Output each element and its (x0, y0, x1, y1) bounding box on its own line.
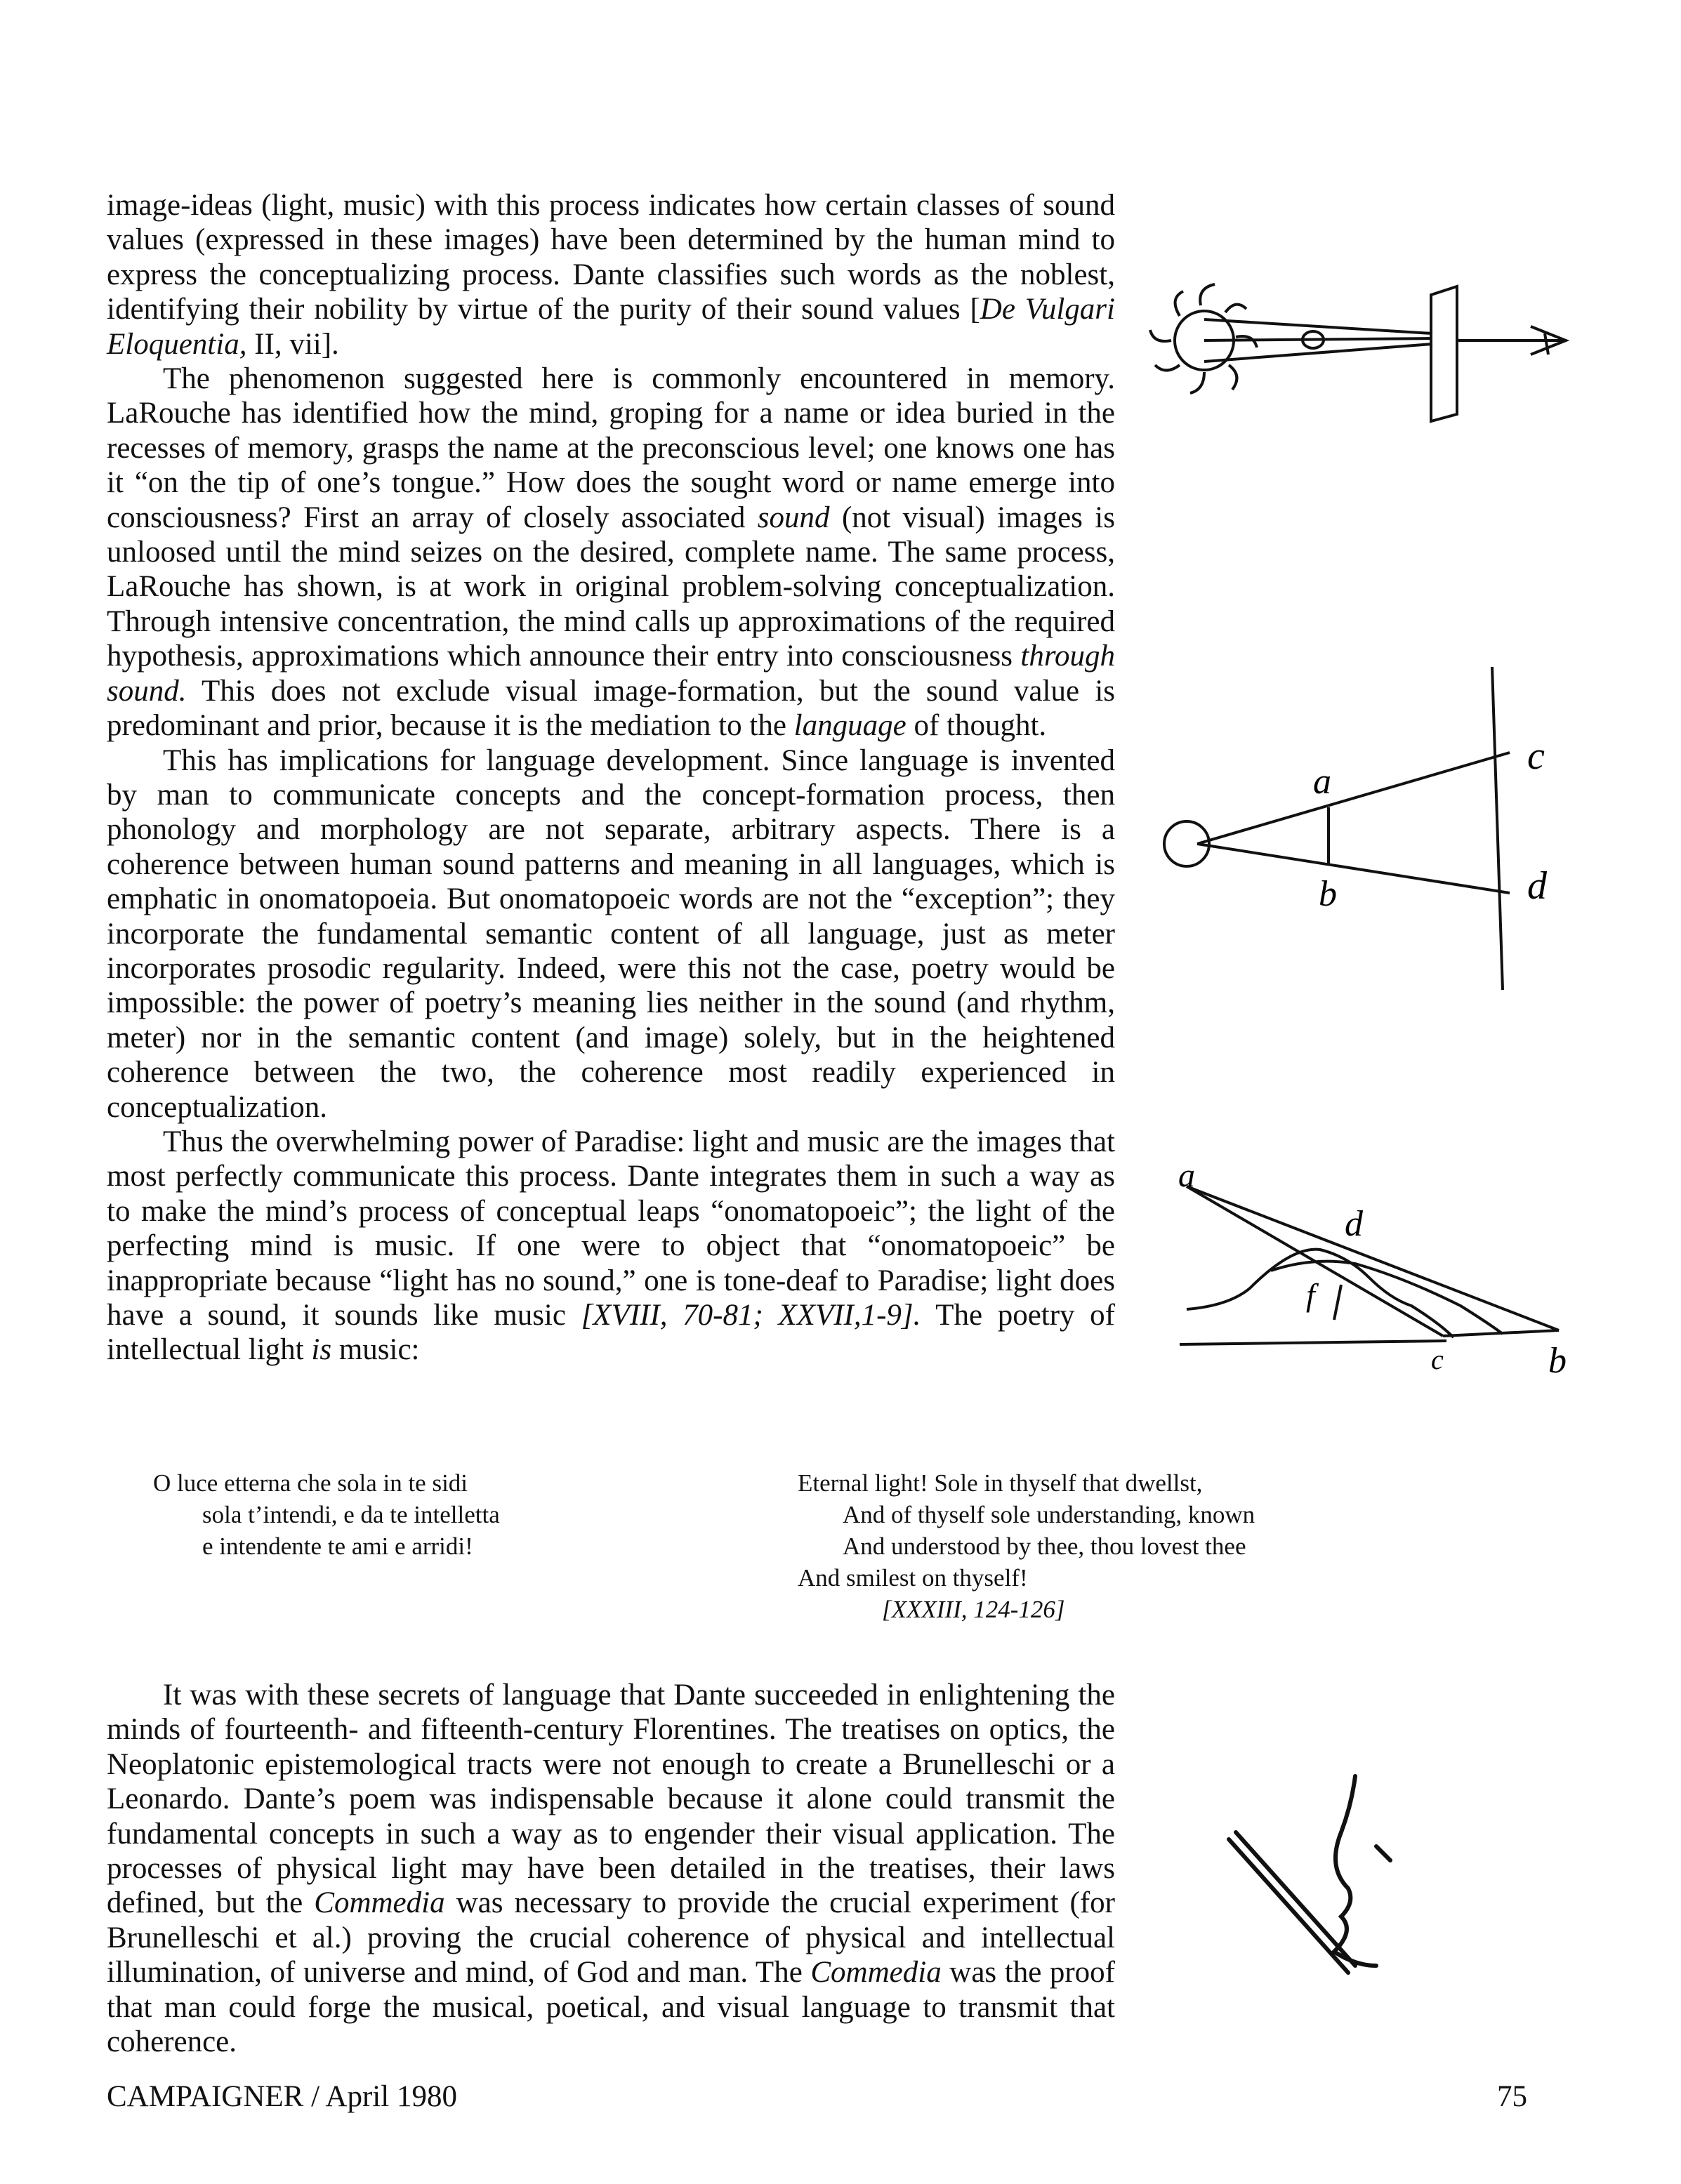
label-c: c (1527, 734, 1545, 778)
p4-text-a: Thus the overwhelming power of Paradise: light and music are the images that most perfectly communicate this process. Dante integrates them in such a way as to make the mind’s process of conceptual leaps “onomatopoeic”; the light of the perfecting mind is music. If one were to object that “onomatopoeic” be inappropriate because “light has no sound,” one is tone-deaf to Paradise; light does have a sound, it sounds like music (107, 1125, 1115, 1332)
label-b: b (1548, 1341, 1567, 1381)
label-c: c (1431, 1344, 1444, 1375)
p2-text-a: The phenomenon suggested here is commonly encountered in memory. LaRouche has identified how the mind, groping for a name or idea buried in the recesses of memory, grasps the name at the preconscious level; one knows one has it “on the tip of one’s tongue.” How does the sought word or name emerge into consciousness? First an array of closely associated (107, 362, 1115, 534)
label-d: d (1345, 1204, 1363, 1244)
p1-citation: De Vulgari Eloquentia, (107, 293, 1115, 361)
p4-text-c: music: (331, 1333, 420, 1367)
poem-english-line: And of thyself sole understanding, known (843, 1501, 1255, 1528)
poem-italian (153, 1467, 500, 1562)
poem-italian-line: O luce etterna che sola in te sidi (153, 1469, 468, 1497)
paragraph-1 (107, 188, 1115, 362)
p5-text-c: was the proof that man could forge the musical, poetical, and visual language to transmit that coherence. (107, 1956, 1116, 2059)
sun-lens-diagram (1138, 274, 1587, 435)
p4-is: is (311, 1333, 332, 1367)
p2-sound: sound (757, 501, 830, 534)
paragraph-3: This has implications for language development. Since language is invented by man to communicate concepts and the concept-formation process, then phonology and morphology are not separate, arbitrary aspects. There is a coherence between human sound patterns and meaning in all languages, which is emphatic in onomatopoeia. But onomatopoeic words are not the “exception”; they incorporate the fundamental semantic content of all language, just as meter incorporates prosodic regularity. Indeed, were this not the case, poetry would be impossible: the power of poetry’s meaning lies neither in the sound (and rhythm, meter) nor in the semantic content (and image) solely, but in the heightened coherence between the two, the coherence most readily experienced in conceptualization. (107, 743, 1115, 1124)
poem-italian-line: sola t’intendi, e da te intelletta (202, 1501, 500, 1528)
p2-text-d: of thought. (906, 709, 1047, 743)
footer-publication: CAMPAIGNER / April 1980 (107, 2080, 457, 2113)
label-a: a (1313, 762, 1331, 802)
p1-text: image-ideas (light, music) with this process indicates how certain classes of sound values (expressed in these images) have been determined by the human mind to express the conceptualizing process. Dante classifies such words as the noblest, identifying their nobility by virtue of the purity of their sound values [ (107, 189, 1115, 326)
sketch-figure (1215, 1762, 1439, 2022)
angle-diagram-abcd (1145, 667, 1594, 990)
poem-english-line: And understood by thee, thou lovest thee (843, 1533, 1246, 1560)
p2-text-b: (not visual) images is unloosed until the mind seizes on the desired, complete name. The same process, LaRouche has shown, is at work in original problem-solving conceptualization. Through intensive concentration, the mind calls up approximations of the required hypothesis, approximations which announce their entry into consciousness (107, 501, 1115, 673)
label-d: d (1527, 864, 1547, 908)
poem-english (798, 1467, 1255, 1625)
poem-citation: [XXXIII, 124-126] (882, 1596, 1065, 1623)
p4-citation: [XVIII, 70-81; XXVII,1-9]. (581, 1299, 921, 1332)
p5-commedia: Commedia (314, 1886, 445, 1920)
p2-text-c: This does not exclude visual image-formation, but the sound value is predominant and prior, because it is the mediation to the (107, 674, 1115, 743)
mountain-diagram (1166, 1165, 1587, 1390)
p1-end: II, vii]. (246, 327, 339, 361)
paragraph-5 (107, 1678, 1115, 2059)
poem-english-line: Eternal light! Sole in thyself that dwellst, (798, 1469, 1203, 1497)
p2-language: language (793, 709, 907, 743)
label-b: b (1319, 874, 1337, 914)
p2-through-sound: through sound. (107, 640, 1115, 708)
p5-text-b: was necessary to provide the crucial experiment (for Brunelleschi et al.) proving the crucial coherence of physical and intellectual illumination, of universe and mind, of God and man. The (107, 1886, 1115, 1990)
paragraph-2 (107, 362, 1115, 743)
main-text-block-2 (107, 1678, 1115, 2059)
paragraph-4 (107, 1125, 1115, 1368)
p4-text-b: The poetry of intellectual light (107, 1299, 1115, 1367)
label-a: a (1178, 1165, 1195, 1194)
poem-italian-line: e intendente te ami e arridi! (202, 1533, 473, 1560)
main-text-block-1 (107, 188, 1115, 1368)
label-f: f (1306, 1277, 1315, 1313)
poem-english-line: And smilest on thyself! (798, 1564, 1028, 1591)
p5-commedia: Commedia (810, 1956, 942, 1990)
page-number: 75 (1497, 2080, 1527, 2113)
p5-text-a: It was with these secrets of language that Dante succeeded in enlightening the minds of fourteenth- and fifteenth-century Florentines. The treatises on optics, the Neoplatonic epistemological tracts were not enough to create a Brunelleschi or a Leonardo. Dante’s poem was indispensable because it alone could transmit the fundamental concepts in such a way as to engender their visual application. The processes of physical light may have been detailed in the treatises, their laws defined, but the (107, 1679, 1115, 1920)
